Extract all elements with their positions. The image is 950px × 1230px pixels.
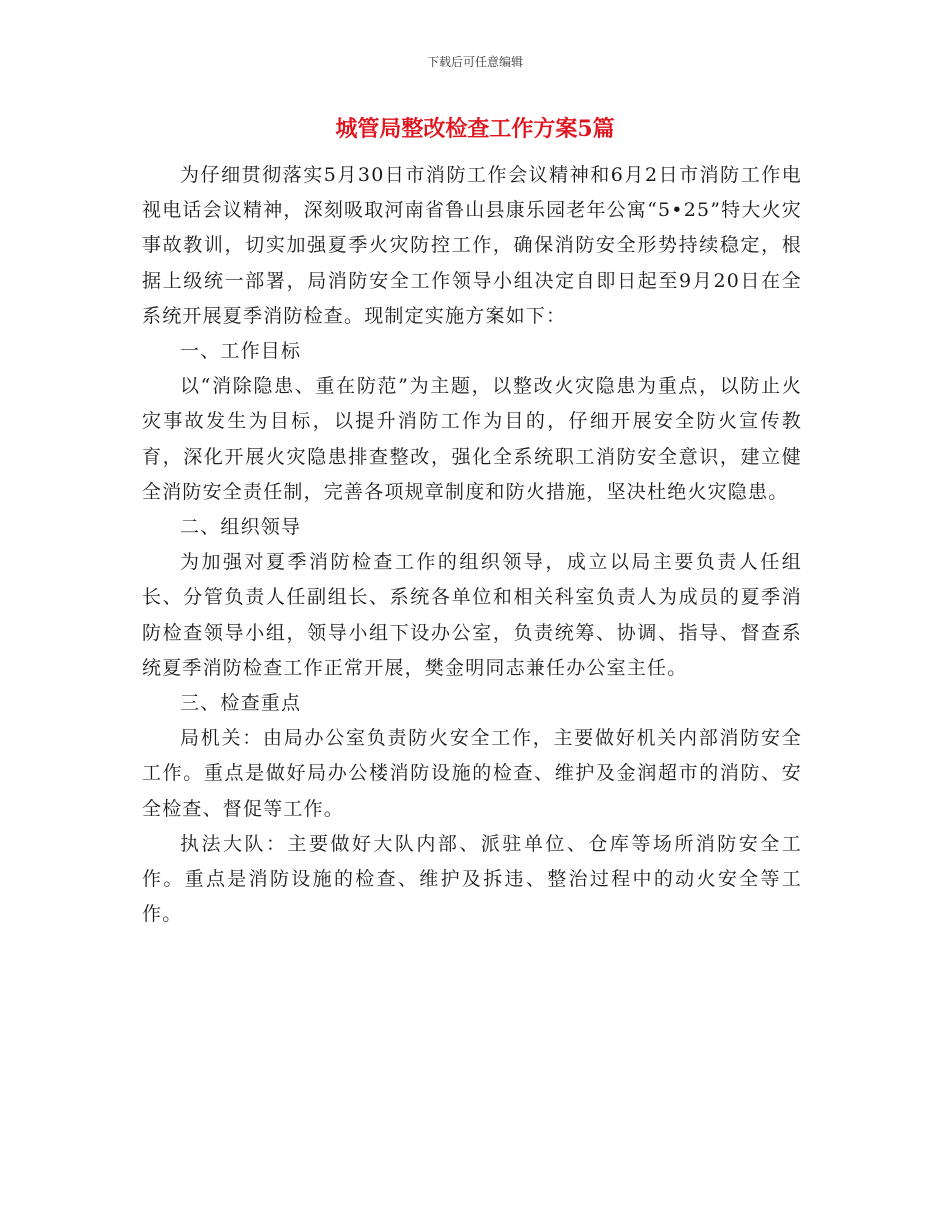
section-heading-goals: 一、工作目标 — [180, 340, 302, 363]
paragraph-enforcement: 执法大队：主要做好大队内部、派驻单位、仓库等场所消防安全工作。重点是消防设施的检查、维护及拆违、整治过程中的动火安全等工作。 — [142, 832, 802, 926]
section-heading-focus: 三、检查重点 — [180, 692, 302, 715]
paragraph-goals: 以“消除隐患、重在防范”为主题，以整改火灾隐患为重点，以防止火灾事故发生为目标，以提升消防工作为目的，仔细开展安全防火宣传教育，深化开展火灾隐患排查整改，强化全系统职工消防安全意识，建立健全消防安全责任制，完善各项规章制度和防火措施，坚决杜绝火灾隐患。 — [142, 375, 802, 503]
document-body — [142, 158, 802, 932]
paragraph-leadership: 为加强对夏季消防检查工作的组织领导，成立以局主要负责人任组长、分管负责人任副组长、系统各单位和相关科室负责人为成员的夏季消防检查领导小组，领导小组下设办公室，负责统筹、协调、指导、督查系统夏季消防检查工作正常开展，樊金明同志兼任办公室主任。 — [142, 551, 802, 679]
paragraph-bureau: 局机关：由局办公室负责防火安全工作，主要做好机关内部消防安全工作。重点是做好局办公楼消防设施的检查、维护及金润超市的消防、安全检查、督促等工作。 — [142, 727, 802, 820]
document-title: 城管局整改检查工作方案5篇 — [335, 116, 615, 142]
section-heading-leadership: 二、组织领导 — [180, 516, 302, 539]
paragraph-intro: 为仔细贯彻落实5月30日市消防工作会议精神和6月2日市消防工作电视电话会议精神，深刻吸取河南省鲁山县康乐园老年公寓“5•25”特大火灾事故教训，切实加强夏季火灾防控工作，确保消防安全形势持续稳定，根据上级统一部署，局消防安全工作领导小组决定自即日起至9月20日在全系统开展夏季消防检查。现制定实施方案如下： — [142, 164, 802, 327]
page-header-note: 下载后可任意编辑 — [426, 55, 523, 69]
